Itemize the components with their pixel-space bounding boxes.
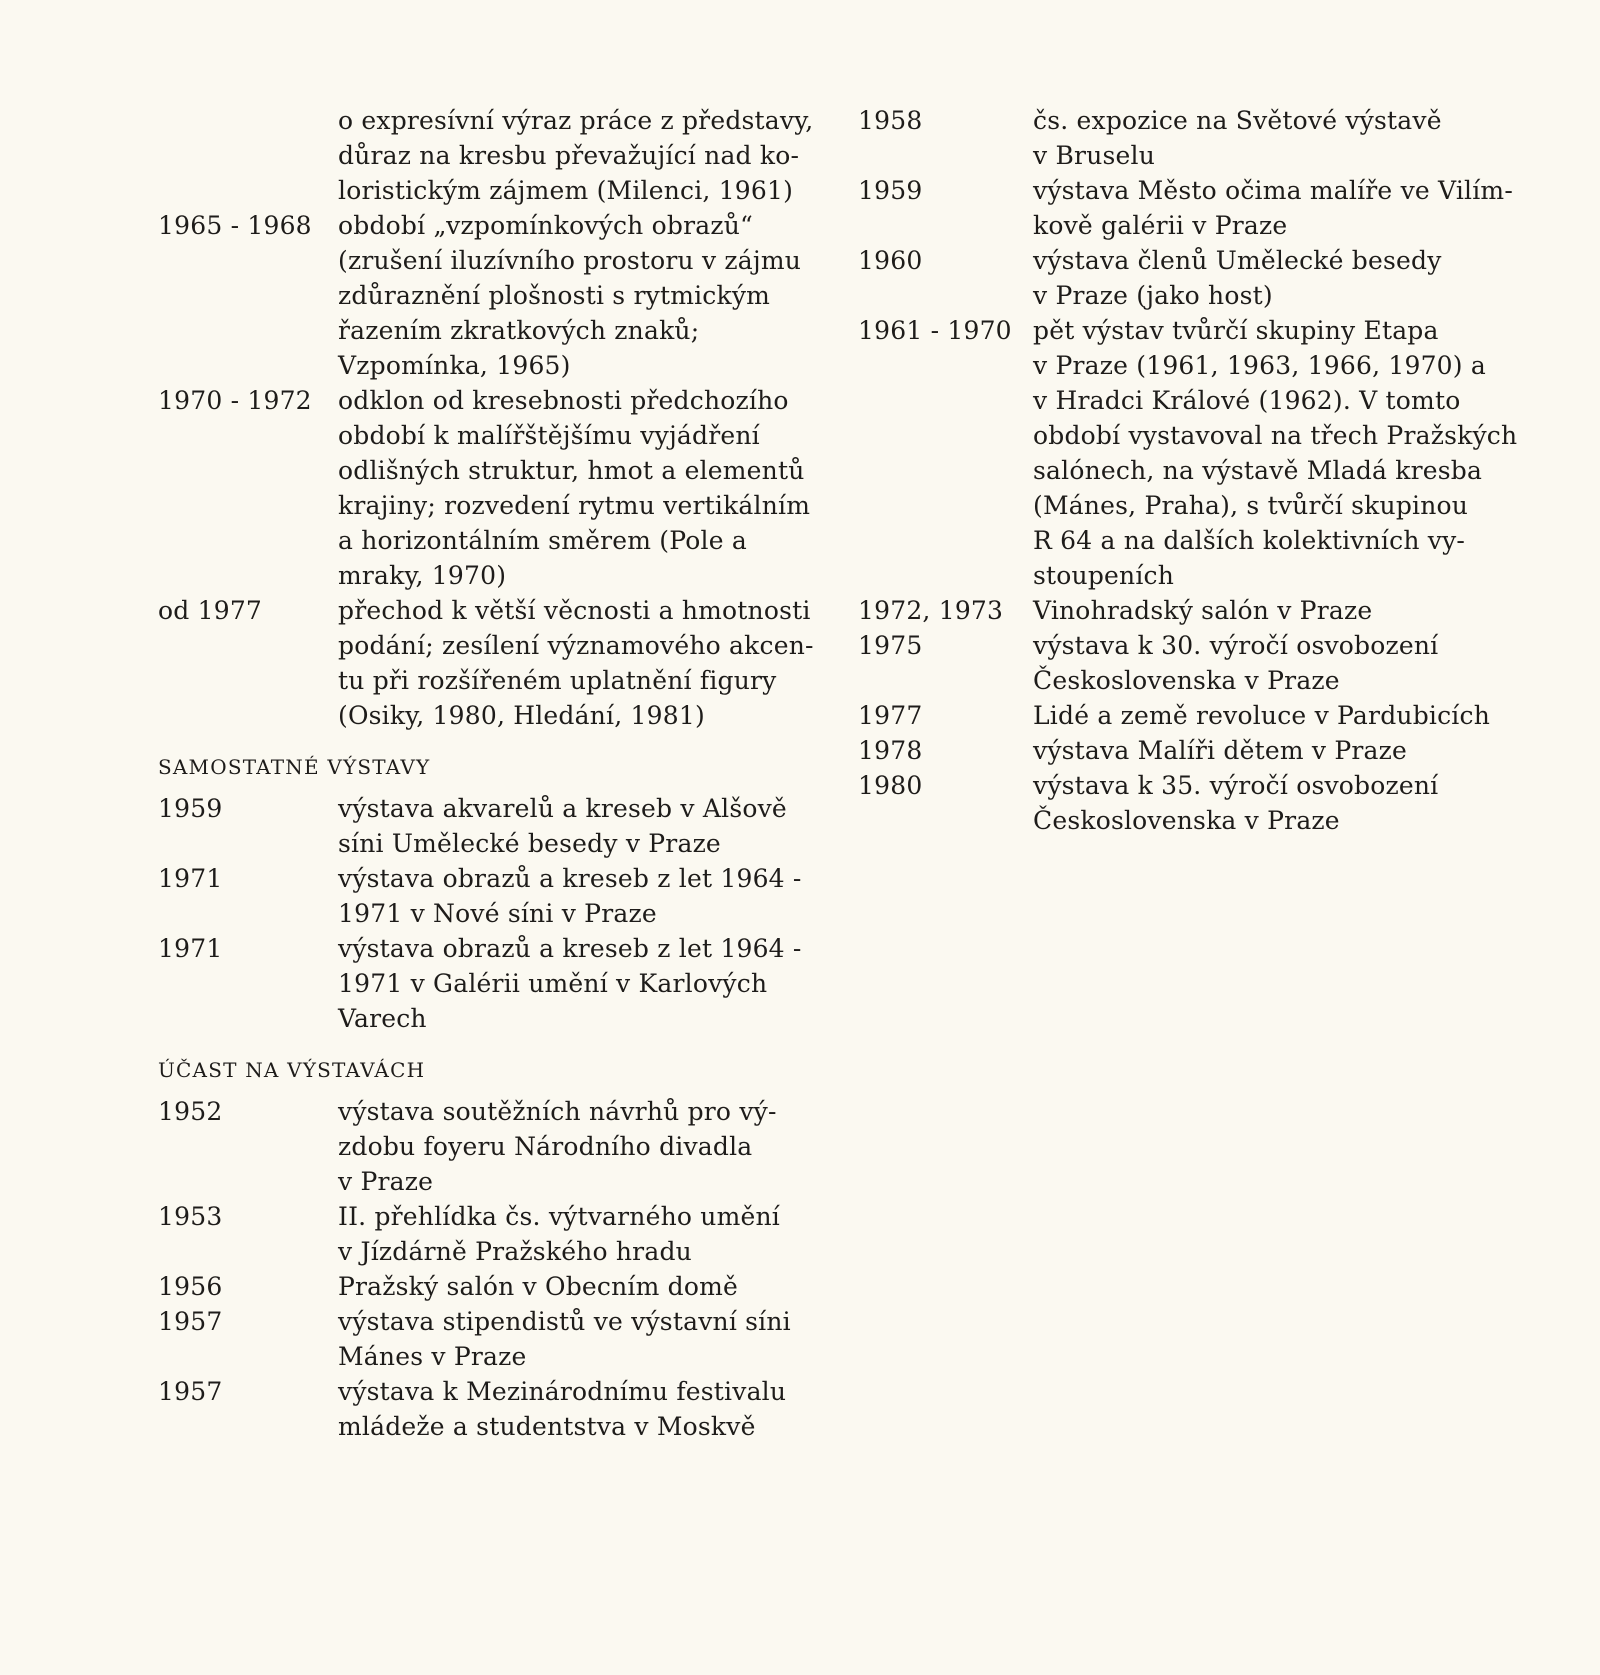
continued-entry <box>158 103 838 208</box>
entry-text: pět výstav tvůrčí skupiny Etapa v Praze (1961, 1963, 1966, 1970) a v Hradci Králové (1962). V tomto období vystavoval na třech Pražských salónech, na výstavě Mladá kresba (Mánes, Praha), s tvůrčí skupinou R 64 a na dalších kolektivních vy- stoupeních <box>1033 316 1518 590</box>
entry-year: 1959 <box>158 794 223 823</box>
entry-text: výstava k 35. výročí osvobození Československa v Praze <box>1033 771 1439 835</box>
entry-year: 1970 - 1972 <box>158 386 312 415</box>
group-exhibition-entry <box>858 768 1548 838</box>
group-exhibition-entry <box>158 1304 838 1374</box>
entry-year: 1957 <box>158 1307 223 1336</box>
group-exhibition-entry <box>158 1199 838 1269</box>
solo-exhibition-entry <box>158 931 838 1036</box>
entry-text: Vinohradský salón v Praze <box>1033 596 1373 625</box>
entry-year: 1960 <box>858 246 923 275</box>
solo-exhibitions-heading: SAMOSTATNÉ VÝSTAVY <box>158 755 431 779</box>
entry-text: výstava Město očima malíře ve Vilím- kově galérii v Praze <box>1033 176 1513 240</box>
entry-year: 1980 <box>858 771 923 800</box>
entry-year: 1977 <box>858 701 923 730</box>
entry-text: II. přehlídka čs. výtvarného umění v Jízdárně Pražského hradu <box>338 1202 780 1266</box>
entry-year: 1972, 1973 <box>858 596 1004 625</box>
group-exhibitions-heading: ÚČAST NA VÝSTAVÁCH <box>158 1058 426 1082</box>
group-exhibition-entry <box>158 1374 838 1444</box>
entry-text: o expresívní výraz práce z představy, důraz na kresbu převažující nad ko- loristickým zájmem (Milenci, 1961) <box>338 106 814 205</box>
entry-text: výstava obrazů a kreseb z let 1964 - 1971 v Nové síni v Praze <box>338 864 802 928</box>
group-exhibition-entry <box>158 1269 838 1304</box>
entry-text: přechod k větší věcnosti a hmotnosti podání; zesílení významového akcen- tu při rozšířeném uplatnění figury (Osiky, 1980, Hledání, 1981) <box>338 596 814 730</box>
entry-text: čs. expozice na Světové výstavě v Bruselu <box>1033 106 1442 170</box>
entry-text: výstava členů Umělecké besedy v Praze (jako host) <box>1033 246 1442 310</box>
period-entry <box>158 208 838 383</box>
entry-text: výstava soutěžních návrhů pro vý- zdobu foyeru Národního divadla v Praze <box>338 1097 777 1196</box>
entry-text: výstava k 30. výročí osvobození Československa v Praze <box>1033 631 1439 695</box>
group-exhibition-entry <box>858 103 1548 173</box>
entry-text: období „vzpomínkových obrazů“ (zrušení iluzívního prostoru v zájmu zdůraznění plošnosti s rytmickým řazením zkratkových znaků; Vzpomínka, 1965) <box>338 211 802 380</box>
group-exhibition-entry <box>158 1094 838 1199</box>
entry-text: výstava Malíři dětem v Praze <box>1033 736 1407 765</box>
entry-year: 1958 <box>858 106 923 135</box>
entry-year: 1956 <box>158 1272 223 1301</box>
entry-year: 1978 <box>858 736 923 765</box>
entry-year: 1959 <box>858 176 923 205</box>
entry-year: 1952 <box>158 1097 223 1126</box>
entry-year: 1961 - 1970 <box>858 316 1012 345</box>
group-exhibition-entry <box>858 593 1548 628</box>
entry-text: Lidé a země revoluce v Pardubicích <box>1033 701 1490 730</box>
entry-year: 1971 <box>158 864 223 893</box>
entry-text: výstava k Mezinárodnímu festivalu mládeže a studentstva v Moskvě <box>338 1377 787 1441</box>
entry-year: od 1977 <box>158 596 263 625</box>
group-exhibition-entry <box>858 628 1548 698</box>
solo-exhibition-entry <box>158 791 838 861</box>
entry-text: výstava obrazů a kreseb z let 1964 - 1971 v Galérii umění v Karlových Varech <box>338 934 802 1033</box>
period-entry <box>158 593 838 733</box>
entry-year: 1965 - 1968 <box>158 211 312 240</box>
group-exhibition-entry <box>858 698 1548 733</box>
entry-year: 1971 <box>158 934 223 963</box>
entry-year: 1975 <box>858 631 923 660</box>
right-column <box>858 103 1548 838</box>
left-column <box>158 103 838 1444</box>
entry-year: 1953 <box>158 1202 223 1231</box>
entry-year: 1957 <box>158 1377 223 1406</box>
entry-text: odklon od kresebnosti předchozího období k malířštějšímu vyjádření odlišných struktur, hmot a elementů krajiny; rozvedení rytmu vertikálním a horizontálním směrem (Pole a mraky, 1970) <box>338 386 811 590</box>
period-entry <box>158 383 838 593</box>
entry-text: výstava stipendistů ve výstavní síni Mánes v Praze <box>338 1307 791 1371</box>
group-exhibition-entry <box>858 733 1548 768</box>
solo-exhibition-entry <box>158 861 838 931</box>
group-exhibition-entry <box>858 313 1548 593</box>
group-exhibition-entry <box>858 173 1548 243</box>
entry-text: výstava akvarelů a kreseb v Alšově síni Umělecké besedy v Praze <box>338 794 787 858</box>
group-exhibition-entry <box>858 243 1548 313</box>
entry-text: Pražský salón v Obecním domě <box>338 1272 738 1301</box>
